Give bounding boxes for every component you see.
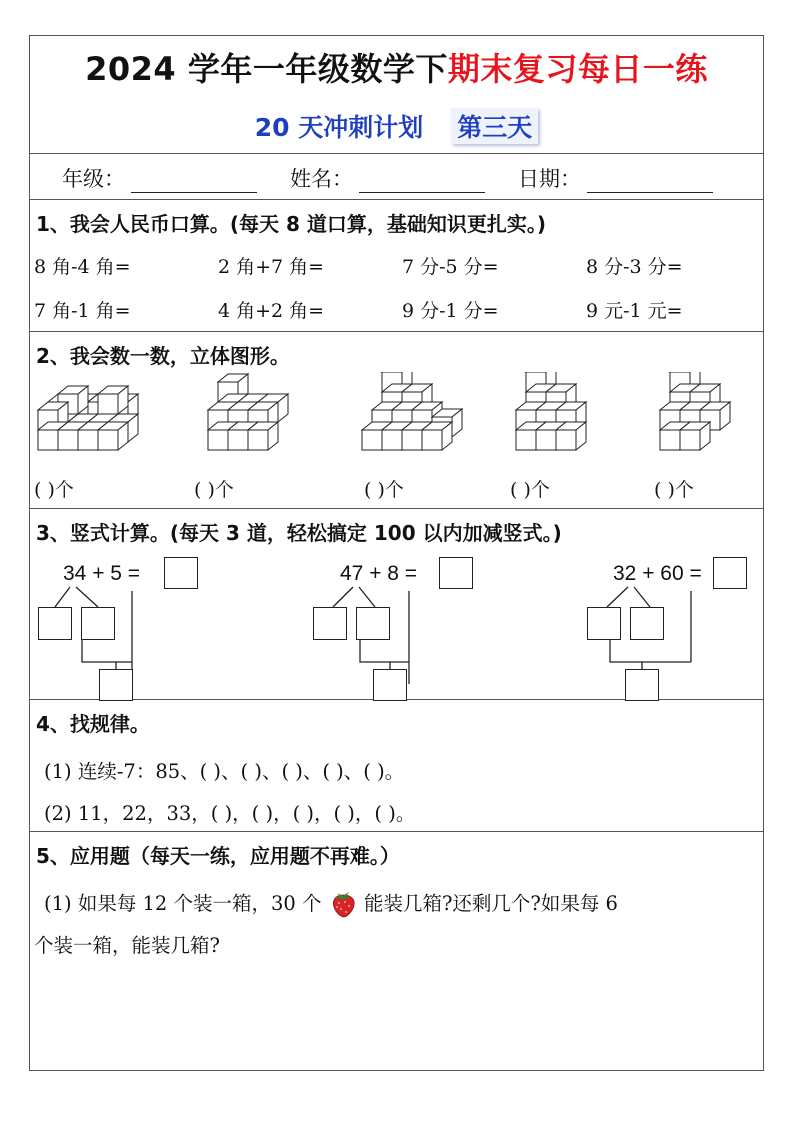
calc-item: 8 分-3 分= [586, 256, 683, 278]
cube-figure-5 [660, 372, 730, 450]
split-box[interactable] [630, 607, 664, 640]
calc-item: 8 角-4 角= [34, 256, 131, 278]
section-1 [30, 200, 763, 332]
day-badge: 第三天 [451, 108, 538, 144]
calc-item: 2 角+7 角= [218, 256, 325, 278]
title-red: 期末复习每日一练 [447, 50, 708, 88]
calc-item: 9 分-1 分= [402, 300, 499, 322]
split-box[interactable] [587, 607, 621, 640]
date-input-line[interactable] [587, 170, 713, 193]
result-box[interactable] [373, 669, 407, 701]
cube-figures [30, 372, 763, 467]
section-2 [30, 332, 763, 509]
pattern-question-1: (1) 连续-7：85、( )、( )、( )、( )、( )。 [44, 760, 405, 783]
calc-item: 7 角-1 角= [34, 300, 131, 322]
name-field [290, 163, 485, 193]
cube-figure-2 [208, 374, 288, 450]
title-black: 2024 学年一年级数学下 [85, 50, 448, 88]
vertical-problem-3: 32 + 60 = [613, 562, 702, 585]
subtitle-text: 20 天冲刺计划 [254, 113, 424, 142]
cube-figure-4 [516, 372, 586, 450]
count-answer-1[interactable]: ( )个 [34, 479, 74, 501]
pattern-question-2: (2) 11，22，33，( )，( )，( )，( )，( )。 [44, 802, 416, 825]
split-box[interactable] [356, 607, 390, 640]
calc-item: 9 元-1 元= [586, 300, 683, 322]
section-5 [30, 832, 763, 1072]
calc-item: 7 分-5 分= [402, 256, 499, 278]
grade-input-line[interactable] [131, 170, 257, 193]
info-row [30, 154, 763, 200]
date-label: 日期： [518, 167, 581, 191]
vertical-problem-2: 47 + 8 = [340, 562, 418, 585]
word-problem-1-part2: 能装几箱?还剩几个?如果每 6 [363, 892, 618, 915]
section-5-title: 5、应用题（每天一练，应用题不再难。） [36, 844, 400, 868]
vertical-problem-1: 34 + 5 = [63, 562, 141, 585]
section-4-title: 4、找规律。 [36, 712, 150, 736]
split-box[interactable] [313, 607, 347, 640]
count-answer-4[interactable]: ( )个 [510, 479, 550, 501]
page-title [30, 44, 763, 90]
cube-figure-1 [38, 386, 138, 450]
answer-box[interactable] [439, 557, 473, 589]
grade-field [62, 163, 257, 193]
worksheet [29, 35, 764, 1071]
count-answer-5[interactable]: ( )个 [654, 479, 694, 501]
count-answer-3[interactable]: ( )个 [364, 479, 404, 501]
word-problem-1 [44, 888, 618, 918]
answer-box[interactable] [713, 557, 747, 589]
section-2-title: 2、我会数一数，立体图形。 [36, 344, 290, 368]
calc-item: 4 角+2 角= [218, 300, 325, 322]
result-box[interactable] [99, 669, 133, 701]
section-3-title: 3、竖式计算。(每天 3 道，轻松搞定 100 以内加减竖式。) [36, 521, 562, 545]
name-label: 姓名： [290, 167, 353, 191]
name-input-line[interactable] [359, 170, 485, 193]
cube-figure-3 [362, 372, 462, 450]
section-3 [30, 509, 763, 700]
count-answer-2[interactable]: ( )个 [194, 479, 234, 501]
word-problem-1-part1: (1) 如果每 12 个装一箱，30 个 [44, 892, 322, 915]
header [30, 36, 763, 154]
section-1-title: 1、我会人民币口算。(每天 8 道口算，基础知识更扎实。) [36, 212, 547, 236]
subtitle [30, 108, 763, 144]
strawberry-icon [328, 888, 358, 918]
word-problem-1-line2: 个装一箱，能装几箱? [34, 934, 220, 957]
result-box[interactable] [625, 669, 659, 701]
date-field [518, 163, 713, 193]
split-box[interactable] [38, 607, 72, 640]
section-4 [30, 700, 763, 832]
split-box[interactable] [81, 607, 115, 640]
grade-label: 年级： [62, 167, 125, 191]
